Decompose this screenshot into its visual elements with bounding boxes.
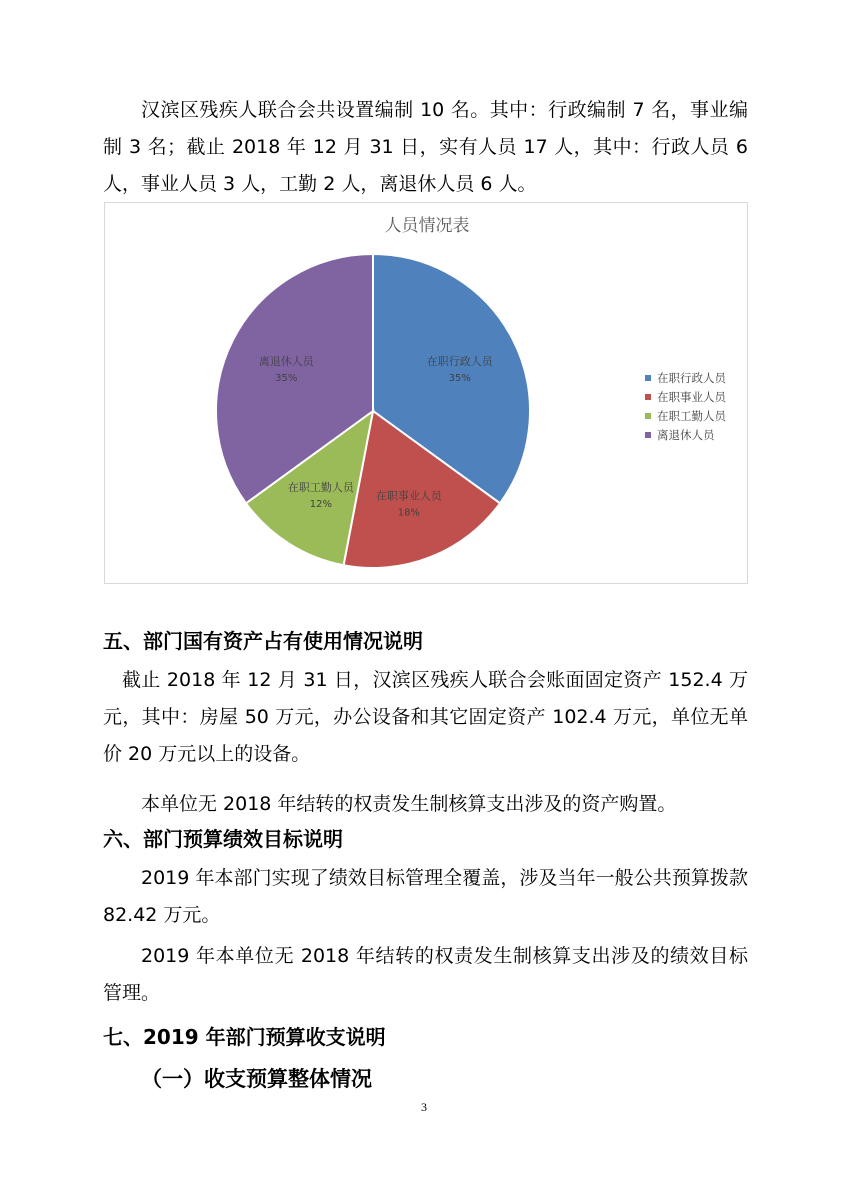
legend-swatch-3	[645, 432, 651, 438]
slice-label-3: 离退休人员	[258, 354, 314, 368]
slice-percent-2: 12%	[309, 499, 332, 511]
chart-legend	[645, 371, 727, 442]
legend-label-2: 在职工勤人员	[657, 409, 726, 423]
pie-slices	[216, 254, 530, 568]
legend-swatch-1	[645, 394, 651, 400]
paragraph-assets-purchase: 本单位无 2018 年结转的权责发生制核算支出涉及的资产购置。	[141, 793, 677, 815]
legend-swatch-0	[645, 375, 651, 381]
pie-chart	[104, 202, 748, 584]
pie-chart-svg	[105, 203, 749, 585]
paragraph-performance-2: 2019 年本单位无 2018 年结转的权责发生制核算支出涉及的绩效目标管理。	[103, 945, 748, 1004]
paragraph-staffing: 汉滨区残疾人联合会共设置编制 10 名。其中：行政编制 7 名，事业编制 3 名；截止 2018 年 12 月 31 日，实有人员 17 人，其中：行政人员 6 人，事业人员 3 人，工勤 2 人，离退休人员 6 人。	[103, 99, 748, 195]
legend-label-0: 在职行政人员	[657, 371, 726, 385]
slice-label-0: 在职行政人员	[426, 354, 493, 368]
slice-percent-3: 35%	[275, 372, 298, 384]
legend-label-1: 在职事业人员	[657, 390, 726, 404]
slice-percent-1: 18%	[397, 507, 420, 519]
chart-title: 人员情况表	[384, 216, 470, 236]
slice-label-1: 在职事业人员	[375, 489, 442, 503]
page-number: 3	[421, 1100, 427, 1114]
heading-section-5: 五、部门国有资产占有使用情况说明	[103, 629, 423, 653]
slice-percent-0: 35%	[448, 372, 471, 384]
heading-section-7-1: （一）收支预算整体情况	[141, 1067, 372, 1091]
slice-label-2: 在职工勤人员	[287, 481, 354, 495]
heading-section-7: 七、2019 年部门预算收支说明	[103, 1025, 386, 1049]
legend-label-3: 离退休人员	[657, 428, 715, 442]
legend-swatch-2	[645, 413, 651, 419]
heading-section-6: 六、部门预算绩效目标说明	[103, 827, 343, 851]
paragraph-assets: 截止 2018 年 12 月 31 日，汉滨区残疾人联合会账面固定资产 152.4 万元，其中：房屋 50 万元，办公设备和其它固定资产 102.4 万元，单位无单价 20 万元以上的设备。	[103, 669, 748, 765]
paragraph-performance-1: 2019 年本部门实现了绩效目标管理全覆盖，涉及当年一般公共预算拨款 82.42 万元。	[103, 867, 748, 926]
